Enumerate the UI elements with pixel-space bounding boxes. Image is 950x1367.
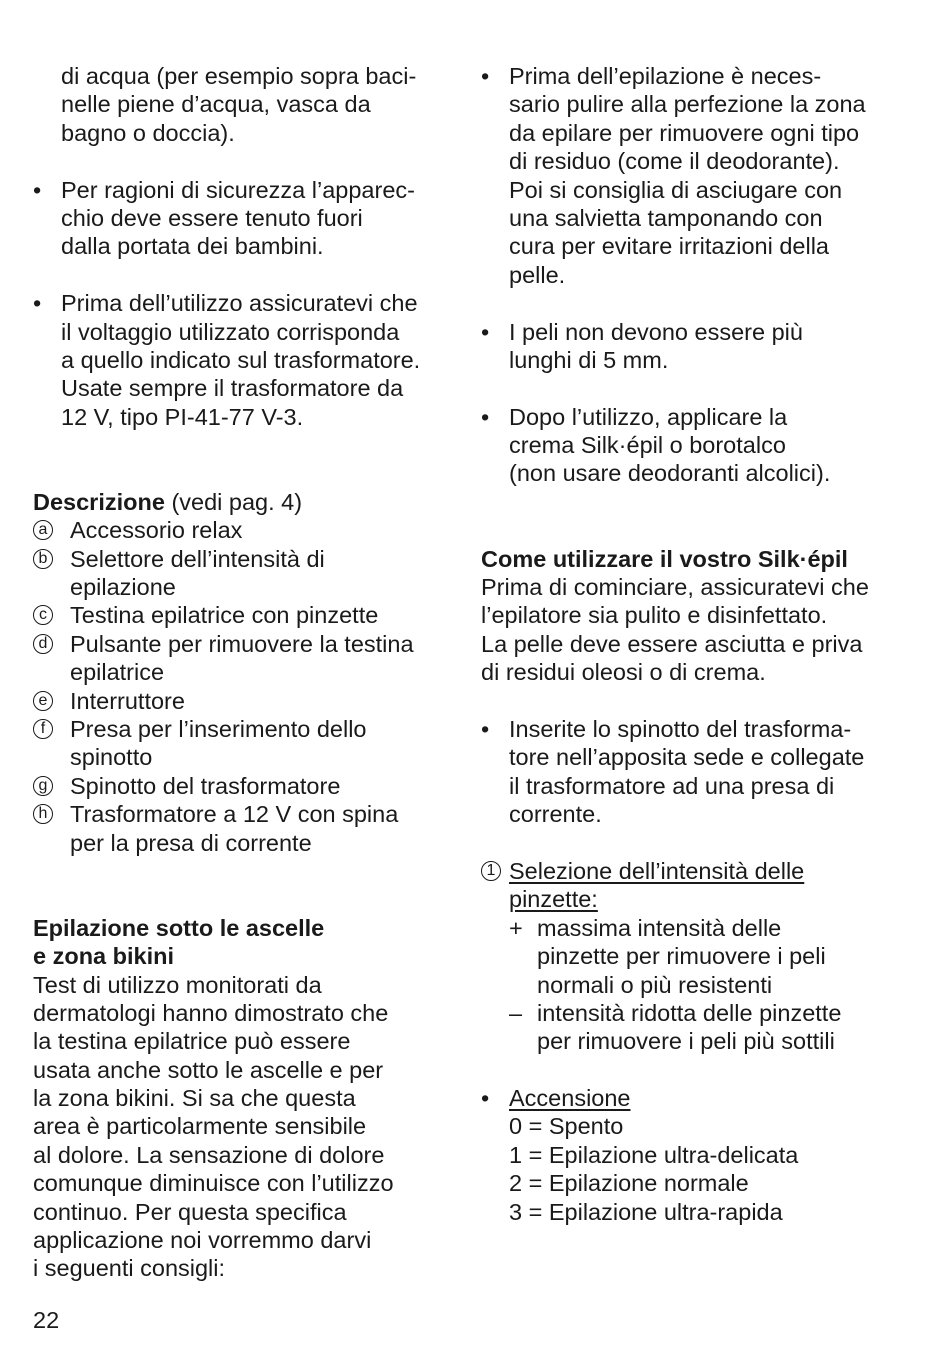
safety-continuation: di acqua (per esempio sopra baci- nelle piene d’acqua, vasca da bagno o doccia). xyxy=(61,63,417,146)
list-item: c Testina epilatrice con pinzette xyxy=(33,601,443,629)
list-item: a Accessorio relax xyxy=(33,516,443,544)
list-item: g Spinotto del trasformatore xyxy=(33,772,443,800)
section-heading: Epilazione sotto le ascelle xyxy=(33,914,325,941)
circled-letter-b: b xyxy=(33,549,53,569)
circled-letter-a: a xyxy=(33,520,53,540)
circled-letter-g: g xyxy=(33,776,53,796)
bullet-clean: • Prima dell’epilazione è neces- sario pulire alla perfezione la zona da epilare per rimuovere ogni tipo di residuo (come il deodorante). Poi si consiglia di asciugare con una salvietta tamponando con cura per evitare irritazioni della pelle. xyxy=(481,63,866,288)
bullet-voltage: • Prima dell’utilizzo assicuratevi che il voltaggio utilizzato corrisponda a quello indicato sul trasformatore. Usate sempre il trasformatore da 12 V, tipo PI-41-77 V-3. xyxy=(33,290,421,430)
description-section: Descrizione (vedi pag. 4) a Accessorio relax b Selettore dell’intensità di epilazione c Testina epilatrice con pinzette d Pulsante per rimuovere la testina epilatrice e Interruttore f Presa per l’inserimento dello spinotto g Spinotto del trasformatore h Trasformatore a 12 V con spina per la presa di corrente xyxy=(33,488,443,857)
list-item: 3 = Epilazione ultra-rapida xyxy=(509,1198,783,1225)
list-item: + massima intensità delle xyxy=(509,914,782,941)
howto-section: Come utilizzare il vostro Silk·épil Prima di cominciare, assicuratevi che l’epilatore sia pulito e disinfettato. La pelle deve essere asciutta e priva di residui oleosi o di crema. xyxy=(481,545,911,687)
section-heading: e zona bikini xyxy=(33,943,175,970)
intensity-section: 1 Selezione dell’intensità delle pinzette: + massima intensità delle pinzette per rimuovere i peli normali o più resistenti – intensità ridotta delle pinzette per rimuovere i peli più sottili xyxy=(481,857,911,1056)
bullet-marker: • xyxy=(481,318,490,345)
page-number: 22 xyxy=(33,1307,60,1333)
power-section: • Accensione 0 = Spento 1 = Epilazione ultra-delicata 2 = Epilazione normale 3 = Epilazione ultra-rapida xyxy=(481,1084,911,1226)
list-item: f Presa per l’inserimento dello xyxy=(33,715,443,743)
list-item: 2 = Epilazione normale xyxy=(509,1170,749,1197)
list-item: h Trasformatore a 12 V con spina xyxy=(33,800,443,828)
section-heading: Come utilizzare il vostro Silk·épil xyxy=(481,545,848,572)
bullet-marker: • xyxy=(33,290,42,317)
list-item: d Pulsante per rimuovere la testina xyxy=(33,630,443,658)
bullet-marker: • xyxy=(33,176,42,203)
list-item: b Selettore dell’intensità di xyxy=(33,545,443,573)
circled-letter-e: e xyxy=(33,691,53,711)
bullet-marker: • xyxy=(481,716,490,742)
bullet-marker: • xyxy=(481,63,490,89)
bullet-marker: • xyxy=(481,403,490,430)
plus-marker: + xyxy=(509,914,523,941)
bullet-plug: • Inserite lo spinotto del trasforma- tore nell’apposita sede e collegate il trasformatore ad una presa di corrente. xyxy=(481,716,865,828)
minus-marker: – xyxy=(509,999,523,1026)
list-item: 0 = Spento xyxy=(509,1113,624,1140)
list-item: e Interruttore xyxy=(33,687,443,715)
bullet-marker: • xyxy=(481,1085,490,1112)
description-heading: Descrizione (vedi pag. 4) xyxy=(33,488,303,515)
circled-number-1: 1 xyxy=(481,861,501,881)
bullet-after: • Dopo l’utilizzo, applicare la crema Silk·épil o borotalco (non usare deodoranti alcolici). xyxy=(481,403,831,487)
circled-letter-c: c xyxy=(33,605,53,625)
right-column xyxy=(481,62,911,1226)
list-item: – intensità ridotta delle pinzette xyxy=(509,999,842,1026)
left-column xyxy=(33,62,443,1283)
bullet-length: • I peli non devono essere più lunghi di 5 mm. xyxy=(481,318,803,373)
circled-letter-h: h xyxy=(33,804,53,824)
circled-letter-d: d xyxy=(33,634,53,654)
circled-letter-f: f xyxy=(33,719,53,739)
list-item: 1 = Epilazione ultra-delicata xyxy=(509,1141,799,1168)
bullet-children: • Per ragioni di sicurezza l’apparec- chio deve essere tenuto fuori dalla portata dei bambini. xyxy=(33,176,415,260)
underarm-section: Epilazione sotto le ascelle e zona bikini Test di utilizzo monitorati da dermatologi hanno dimostrato che la testina epilatrice può essere usata anche sotto le ascelle e per la zona bikini. Si sa che questa area è particolarmente sensibile al dolore. La sensazione di dolore comunque diminuisce con l’utilizzo continuo. Per questa specifica applicazione noi vorremmo darvi i seguenti consigli: xyxy=(33,914,443,1283)
